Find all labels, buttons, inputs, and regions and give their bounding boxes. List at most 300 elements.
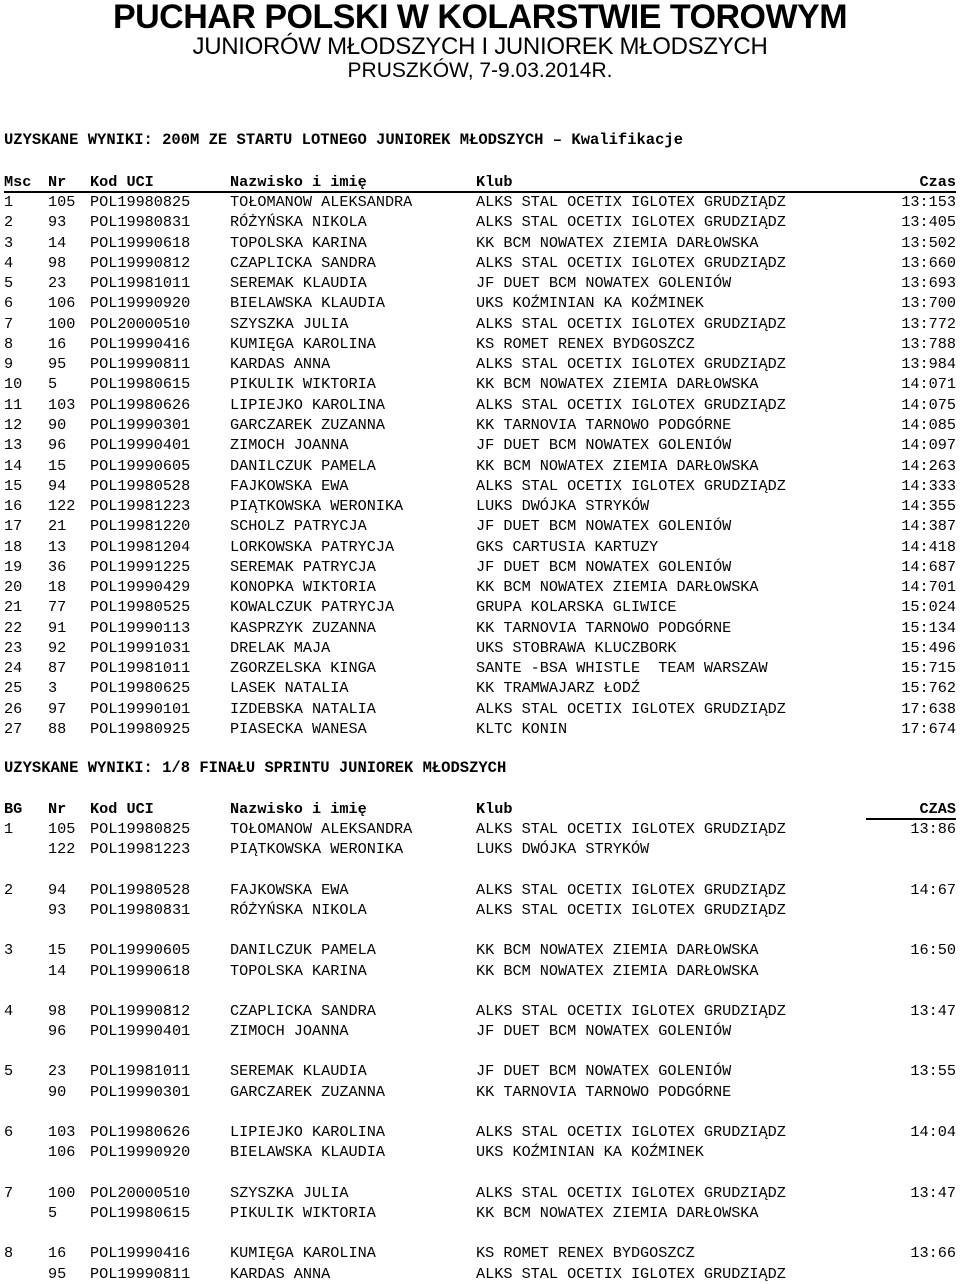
cell-name: FAJKOWSKA EWA <box>230 880 349 899</box>
table-row <box>4 212 956 232</box>
cell-nr: 106 <box>48 294 76 313</box>
cell-time: 13:86 <box>910 820 956 838</box>
cell-name: PIASECKA WANESA <box>230 720 367 739</box>
cell-nr: 96 <box>48 436 67 455</box>
col-name: Nazwisko i imię <box>230 800 367 818</box>
cell-bg: 1 <box>4 820 14 838</box>
cell-bg: 7 <box>4 1183 14 1202</box>
cell-name: TOŁOMANOW ALEKSANDRA <box>230 193 413 211</box>
cell-time: 17:674 <box>901 720 956 739</box>
cell-nr: 100 <box>48 1183 76 1202</box>
cell-name: ZIMOCH JOANNA <box>230 1022 349 1041</box>
cell-name: ZIMOCH JOANNA <box>230 436 349 455</box>
cell-nr: 88 <box>48 720 67 739</box>
heat-row <box>4 880 956 900</box>
cell-nr: 21 <box>48 517 67 536</box>
heat-row <box>4 940 956 960</box>
cell-time: 15:134 <box>901 618 956 637</box>
cell-time: 13:984 <box>901 355 956 374</box>
cell-club: ALKS STAL OCETIX IGLOTEX GRUDZIĄDZ <box>476 476 786 495</box>
cell-name: SEREMAK KLAUDIA <box>230 1062 367 1081</box>
cell-club: KK BCM NOWATEX ZIEMIA DARŁOWSKA <box>476 1203 759 1222</box>
cell-club: KK TARNOVIA TARNOWO PODGÓRNE <box>476 1082 732 1101</box>
cell-club: KK TRAMWAJARZ ŁODŹ <box>476 679 641 698</box>
col-nr: Nr <box>48 173 67 191</box>
cell-time: 14:687 <box>901 557 956 576</box>
cell-time: 13:405 <box>901 213 956 232</box>
cell-msc: 21 <box>4 598 23 617</box>
cell-uci: POL19981011 <box>90 274 191 293</box>
cell-name: CZAPLICKA SANDRA <box>230 253 376 272</box>
cell-nr: 23 <box>48 274 67 293</box>
cell-nr: 92 <box>48 638 67 657</box>
cell-msc: 9 <box>4 355 14 374</box>
cell-name: RÓŻYŃSKA NIKOLA <box>230 213 367 232</box>
cell-name: PIKULIK WIKTORIA <box>230 375 376 394</box>
table-row <box>4 516 956 536</box>
cell-uci: POL19990920 <box>90 1143 191 1162</box>
cell-name: KOWALCZUK PATRYCJA <box>230 598 395 617</box>
cell-club: KLTC KONIN <box>476 720 568 739</box>
cell-club: ALKS STAL OCETIX IGLOTEX GRUDZIĄDZ <box>476 193 786 211</box>
cell-uci: POL19981011 <box>90 1062 191 1081</box>
cell-nr: 103 <box>48 395 76 414</box>
cell-msc: 24 <box>4 659 23 678</box>
heat-row <box>4 1203 956 1223</box>
col-club: Klub <box>476 173 513 191</box>
cell-name: PIĄTKOWSKA WERONIKA <box>230 497 404 516</box>
cell-uci: POL19990301 <box>90 1082 191 1101</box>
cell-time: 13:47 <box>910 1183 956 1202</box>
table-row <box>4 395 956 415</box>
cell-nr: 15 <box>48 941 67 960</box>
cell-nr: 105 <box>48 193 76 211</box>
cell-time: 13:153 <box>901 193 956 211</box>
cell-name: GARCZAREK ZUZANNA <box>230 415 385 434</box>
cell-club: JF DUET BCM NOWATEX GOLENIÓW <box>476 557 732 576</box>
cell-msc: 27 <box>4 720 23 739</box>
cell-club: GRUPA KOLARSKA GLIWICE <box>476 598 677 617</box>
table-row <box>4 415 956 435</box>
table-row <box>4 699 956 719</box>
table-row <box>4 557 956 577</box>
cell-name: LORKOWSKA PATRYCJA <box>230 537 395 556</box>
table-row <box>4 496 956 516</box>
cell-nr: 94 <box>48 880 67 899</box>
cell-name: IZDEBSKA NATALIA <box>230 699 376 718</box>
cell-uci: POL19990416 <box>90 334 191 353</box>
col-uci: Kod UCI <box>90 800 154 818</box>
cell-bg: 6 <box>4 1123 14 1141</box>
cell-time: 14:701 <box>901 578 956 597</box>
heat-row <box>4 839 956 859</box>
col-time: Czas <box>919 173 956 191</box>
cell-club: KK BCM NOWATEX ZIEMIA DARŁOWSKA <box>476 233 759 252</box>
cell-msc: 23 <box>4 638 23 657</box>
cell-name: SZYSZKA JULIA <box>230 314 349 333</box>
cell-bg: 5 <box>4 1062 14 1081</box>
table-row <box>4 719 956 739</box>
heat-row <box>4 900 956 920</box>
cell-uci: POL19990812 <box>90 1001 191 1020</box>
col-msc: Msc <box>4 173 32 191</box>
cell-name: DANILCZUK PAMELA <box>230 456 376 475</box>
cell-nr: 15 <box>48 456 67 475</box>
cell-time: 13:772 <box>901 314 956 333</box>
cell-uci: POL19980528 <box>90 476 191 495</box>
cell-nr: 93 <box>48 900 67 919</box>
cell-name: LIPIEJKO KAROLINA <box>230 395 385 414</box>
cell-time: 13:47 <box>910 1001 956 1020</box>
heat-row <box>4 1264 956 1284</box>
col-name: Nazwisko i imię <box>230 173 367 191</box>
cell-uci: POL19990301 <box>90 415 191 434</box>
cell-nr: 36 <box>48 557 67 576</box>
cell-nr: 16 <box>48 1244 67 1263</box>
cell-nr: 14 <box>48 233 67 252</box>
heat-row <box>4 1082 956 1102</box>
heat-row <box>4 1001 956 1021</box>
cell-club: JF DUET BCM NOWATEX GOLENIÓW <box>476 436 732 455</box>
cell-time: 15:762 <box>901 679 956 698</box>
cell-name: ZGORZELSKA KINGA <box>230 659 376 678</box>
cell-nr: 105 <box>48 820 76 838</box>
cell-name: SEREMAK KLAUDIA <box>230 274 367 293</box>
table-row <box>4 577 956 597</box>
cell-nr: 97 <box>48 699 67 718</box>
cell-uci: POL19980528 <box>90 880 191 899</box>
cell-time: 14:387 <box>901 517 956 536</box>
cell-msc: 20 <box>4 578 23 597</box>
cell-time: 13:66 <box>910 1244 956 1263</box>
cell-time: 13:660 <box>901 253 956 272</box>
cell-name: KARDAS ANNA <box>230 1264 331 1283</box>
cell-time: 13:700 <box>901 294 956 313</box>
page-title: PUCHAR POLSKI W KOLARSTWIE TOROWYM <box>112 0 848 36</box>
document-header <box>0 0 960 82</box>
col-bg: BG <box>4 800 23 818</box>
table-row <box>4 293 956 313</box>
cell-time: 17:638 <box>901 699 956 718</box>
cell-msc: 4 <box>4 253 14 272</box>
cell-club: KK BCM NOWATEX ZIEMIA DARŁOWSKA <box>476 941 759 960</box>
heat-row <box>4 1142 956 1162</box>
table-row <box>4 334 956 354</box>
table-row <box>4 253 956 273</box>
cell-time: 14:097 <box>901 436 956 455</box>
cell-msc: 16 <box>4 497 23 516</box>
cell-nr: 3 <box>48 679 58 698</box>
cell-name: DRELAK MAJA <box>230 638 331 657</box>
table-row <box>4 678 956 698</box>
cell-uci: POL19990101 <box>90 699 191 718</box>
cell-name: SEREMAK PATRYCJA <box>230 557 376 576</box>
cell-uci: POL19991031 <box>90 638 191 657</box>
cell-msc: 18 <box>4 537 23 556</box>
cell-name: KARDAS ANNA <box>230 355 331 374</box>
cell-time: 14:355 <box>901 497 956 516</box>
cell-name: GARCZAREK ZUZANNA <box>230 1082 385 1101</box>
cell-name: TOPOLSKA KARINA <box>230 961 367 980</box>
cell-uci: POL19980831 <box>90 213 191 232</box>
cell-uci: POL19980831 <box>90 900 191 919</box>
cell-name: DANILCZUK PAMELA <box>230 941 376 960</box>
cell-nr: 122 <box>48 840 76 859</box>
cell-club: JF DUET BCM NOWATEX GOLENIÓW <box>476 1022 732 1041</box>
cell-msc: 15 <box>4 476 23 495</box>
table-row <box>4 374 956 394</box>
cell-uci: POL19990812 <box>90 253 191 272</box>
heat-row <box>4 819 956 839</box>
table-row <box>4 638 956 658</box>
cell-club: LUKS DWÓJKA STRYKÓW <box>476 497 650 516</box>
cell-club: ALKS STAL OCETIX IGLOTEX GRUDZIĄDZ <box>476 253 786 272</box>
qualification-header-row <box>4 172 956 192</box>
table-row <box>4 314 956 334</box>
cell-club: KK BCM NOWATEX ZIEMIA DARŁOWSKA <box>476 961 759 980</box>
table-row <box>4 618 956 638</box>
cell-time: 14:085 <box>901 415 956 434</box>
cell-nr: 95 <box>48 355 67 374</box>
cell-name: TOŁOMANOW ALEKSANDRA <box>230 820 413 838</box>
cell-time: 14:67 <box>910 880 956 899</box>
cell-uci: POL19990605 <box>90 456 191 475</box>
cell-uci: POL19991225 <box>90 557 191 576</box>
cell-time: 16:50 <box>910 941 956 960</box>
sprint-header-row <box>4 799 956 819</box>
cell-club: ALKS STAL OCETIX IGLOTEX GRUDZIĄDZ <box>476 699 786 718</box>
cell-club: ALKS STAL OCETIX IGLOTEX GRUDZIĄDZ <box>476 1001 786 1020</box>
cell-msc: 10 <box>4 375 23 394</box>
cell-nr: 23 <box>48 1062 67 1081</box>
table-row <box>4 658 956 678</box>
cell-msc: 13 <box>4 436 23 455</box>
cell-msc: 3 <box>4 233 14 252</box>
cell-uci: POL19980626 <box>90 395 191 414</box>
cell-club: JF DUET BCM NOWATEX GOLENIÓW <box>476 517 732 536</box>
cell-club: ALKS STAL OCETIX IGLOTEX GRUDZIĄDZ <box>476 820 786 838</box>
cell-bg: 8 <box>4 1244 14 1263</box>
cell-name: TOPOLSKA KARINA <box>230 233 367 252</box>
cell-name: KUMIĘGA KAROLINA <box>230 1244 376 1263</box>
cell-club: UKS STOBRAWA KLUCZBORK <box>476 638 677 657</box>
cell-nr: 106 <box>48 1143 76 1162</box>
heat-row <box>4 1243 956 1263</box>
cell-time: 13:693 <box>901 274 956 293</box>
cell-nr: 18 <box>48 578 67 597</box>
cell-uci: POL19980626 <box>90 1123 191 1141</box>
cell-club: KK TARNOVIA TARNOWO PODGÓRNE <box>476 618 732 637</box>
cell-club: ALKS STAL OCETIX IGLOTEX GRUDZIĄDZ <box>476 1123 786 1141</box>
cell-nr: 87 <box>48 659 67 678</box>
cell-nr: 13 <box>48 537 67 556</box>
table-row <box>4 476 956 496</box>
cell-club: LUKS DWÓJKA STRYKÓW <box>476 840 650 859</box>
cell-uci: POL19980615 <box>90 1203 191 1222</box>
cell-uci: POL19980625 <box>90 679 191 698</box>
cell-time: 14:418 <box>901 537 956 556</box>
cell-bg: 4 <box>4 1001 14 1020</box>
cell-club: ALKS STAL OCETIX IGLOTEX GRUDZIĄDZ <box>476 355 786 374</box>
cell-uci: POL19990416 <box>90 1244 191 1263</box>
cell-uci: POL19980825 <box>90 820 191 838</box>
cell-nr: 103 <box>48 1123 76 1141</box>
cell-club: UKS KOŹMINIAN KA KOŹMINEK <box>476 294 704 313</box>
heat-row <box>4 961 956 981</box>
cell-bg: 3 <box>4 941 14 960</box>
cell-club: KK BCM NOWATEX ZIEMIA DARŁOWSKA <box>476 375 759 394</box>
cell-name: SZYSZKA JULIA <box>230 1183 349 1202</box>
cell-time: 15:496 <box>901 638 956 657</box>
cell-uci: POL19990920 <box>90 294 191 313</box>
cell-msc: 22 <box>4 618 23 637</box>
cell-name: PIĄTKOWSKA WERONIKA <box>230 840 404 859</box>
cell-name: FAJKOWSKA EWA <box>230 476 349 495</box>
cell-name: CZAPLICKA SANDRA <box>230 1001 376 1020</box>
cell-uci: POL19990605 <box>90 941 191 960</box>
table-row <box>4 435 956 455</box>
cell-nr: 5 <box>48 1203 58 1222</box>
cell-msc: 6 <box>4 294 14 313</box>
sprint-title: UZYSKANE WYNIKI: 1/8 FINAŁU SPRINTU JUNIOREK MŁODSZYCH <box>4 759 507 777</box>
cell-club: GKS CARTUSIA KARTUZY <box>476 537 659 556</box>
cell-uci: POL19990429 <box>90 578 191 597</box>
cell-nr: 98 <box>48 253 67 272</box>
cell-club: JF DUET BCM NOWATEX GOLENIÓW <box>476 1062 732 1081</box>
cell-club: KK TARNOVIA TARNOWO PODGÓRNE <box>476 415 732 434</box>
cell-club: KK BCM NOWATEX ZIEMIA DARŁOWSKA <box>476 578 759 597</box>
cell-name: KUMIĘGA KAROLINA <box>230 334 376 353</box>
cell-time: 13:55 <box>910 1062 956 1081</box>
location-date: PRUSZKÓW, 7-9.03.2014R. <box>347 59 613 82</box>
cell-uci: POL19990401 <box>90 1022 191 1041</box>
cell-time: 14:333 <box>901 476 956 495</box>
cell-nr: 5 <box>48 375 58 394</box>
cell-msc: 5 <box>4 274 14 293</box>
table-row <box>4 192 956 212</box>
cell-nr: 96 <box>48 1022 67 1041</box>
cell-uci: POL19980525 <box>90 598 191 617</box>
heat-row <box>4 1021 956 1041</box>
cell-uci: POL19990113 <box>90 618 191 637</box>
cell-name: RÓŻYŃSKA NIKOLA <box>230 900 367 919</box>
cell-uci: POL19990401 <box>90 436 191 455</box>
cell-msc: 17 <box>4 517 23 536</box>
cell-nr: 91 <box>48 618 67 637</box>
cell-club: KS ROMET RENEX BYDGOSZCZ <box>476 334 695 353</box>
table-row <box>4 273 956 293</box>
table-row <box>4 233 956 253</box>
table-row <box>4 597 956 617</box>
cell-nr: 98 <box>48 1001 67 1020</box>
cell-nr: 122 <box>48 497 76 516</box>
cell-msc: 26 <box>4 699 23 718</box>
cell-nr: 16 <box>48 334 67 353</box>
col-uci: Kod UCI <box>90 173 154 191</box>
heat-row <box>4 1122 956 1142</box>
cell-name: KONOPKA WIKTORIA <box>230 578 376 597</box>
cell-msc: 11 <box>4 395 23 414</box>
cell-time: 13:502 <box>901 233 956 252</box>
cell-time: 13:788 <box>901 334 956 353</box>
cell-name: SCHOLZ PATRYCJA <box>230 517 367 536</box>
cell-name: BIELAWSKA KLAUDIA <box>230 294 385 313</box>
table-row <box>4 537 956 557</box>
cell-uci: POL19981204 <box>90 537 191 556</box>
cell-name: PIKULIK WIKTORIA <box>230 1203 376 1222</box>
cell-nr: 94 <box>48 476 67 495</box>
page-subtitle: JUNIORÓW MŁODSZYCH I JUNIOREK MŁODSZYCH <box>192 33 768 60</box>
cell-name: BIELAWSKA KLAUDIA <box>230 1143 385 1162</box>
cell-msc: 1 <box>4 193 14 211</box>
cell-nr: 93 <box>48 213 67 232</box>
cell-nr: 90 <box>48 415 67 434</box>
cell-club: ALKS STAL OCETIX IGLOTEX GRUDZIĄDZ <box>476 314 786 333</box>
cell-uci: POL20000510 <box>90 1183 191 1202</box>
cell-club: ALKS STAL OCETIX IGLOTEX GRUDZIĄDZ <box>476 1183 786 1202</box>
cell-time: 14:075 <box>901 395 956 414</box>
cell-club: ALKS STAL OCETIX IGLOTEX GRUDZIĄDZ <box>476 900 786 919</box>
col-club: Klub <box>476 800 513 818</box>
cell-time: 14:04 <box>910 1123 956 1141</box>
cell-uci: POL19980825 <box>90 193 191 211</box>
heat-row <box>4 1061 956 1081</box>
cell-msc: 25 <box>4 679 23 698</box>
table-row <box>4 354 956 374</box>
cell-uci: POL19981223 <box>90 497 191 516</box>
cell-club: SANTE -BSA WHISTLE TEAM WARSZAW <box>476 659 768 678</box>
cell-msc: 14 <box>4 456 23 475</box>
cell-msc: 19 <box>4 557 23 576</box>
cell-uci: POL19980925 <box>90 720 191 739</box>
cell-nr: 77 <box>48 598 67 617</box>
col-time: CZAS <box>919 800 956 818</box>
cell-time: 15:024 <box>901 598 956 617</box>
cell-club: ALKS STAL OCETIX IGLOTEX GRUDZIĄDZ <box>476 213 786 232</box>
cell-name: LASEK NATALIA <box>230 679 349 698</box>
cell-uci: POL19990618 <box>90 233 191 252</box>
cell-name: LIPIEJKO KAROLINA <box>230 1123 385 1141</box>
cell-nr: 90 <box>48 1082 67 1101</box>
cell-nr: 14 <box>48 961 67 980</box>
cell-nr: 95 <box>48 1264 67 1283</box>
cell-msc: 7 <box>4 314 14 333</box>
cell-time: 15:715 <box>901 659 956 678</box>
cell-club: UKS KOŹMINIAN KA KOŹMINEK <box>476 1143 704 1162</box>
qualification-title: UZYSKANE WYNIKI: 200M ZE STARTU LOTNEGO JUNIOREK MŁODSZYCH – Kwalifikacje <box>4 131 684 149</box>
cell-uci: POL19981011 <box>90 659 191 678</box>
cell-uci: POL19980615 <box>90 375 191 394</box>
cell-msc: 12 <box>4 415 23 434</box>
cell-club: ALKS STAL OCETIX IGLOTEX GRUDZIĄDZ <box>476 395 786 414</box>
cell-msc: 8 <box>4 334 14 353</box>
cell-uci: POL19990811 <box>90 1264 191 1283</box>
cell-time: 14:071 <box>901 375 956 394</box>
cell-club: JF DUET BCM NOWATEX GOLENIÓW <box>476 274 732 293</box>
heat-row <box>4 1183 956 1203</box>
cell-uci: POL20000510 <box>90 314 191 333</box>
cell-msc: 2 <box>4 213 14 232</box>
table-row <box>4 456 956 476</box>
cell-time: 14:263 <box>901 456 956 475</box>
cell-name: KASPRZYK ZUZANNA <box>230 618 376 637</box>
col-nr: Nr <box>48 800 67 818</box>
cell-club: ALKS STAL OCETIX IGLOTEX GRUDZIĄDZ <box>476 880 786 899</box>
cell-club: KK BCM NOWATEX ZIEMIA DARŁOWSKA <box>476 456 759 475</box>
cell-uci: POL19981220 <box>90 517 191 536</box>
cell-uci: POL19990811 <box>90 355 191 374</box>
cell-uci: POL19981223 <box>90 840 191 859</box>
